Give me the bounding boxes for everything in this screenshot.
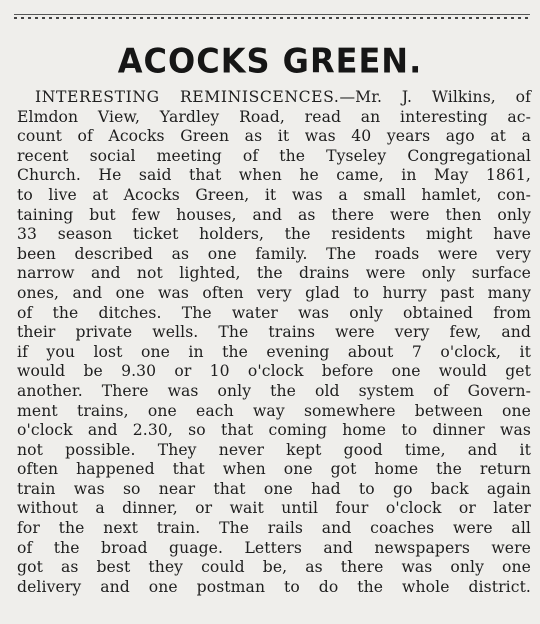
article-line: Elmdon View, Yardley Road, read an interesting ac- [17, 107, 531, 126]
article-line: of the broad guage. Letters and newspapers were [17, 538, 531, 557]
article-line: often happened that when one got home the return [17, 460, 531, 479]
article-line: Church. He said that when he came, in May 1861, [17, 166, 531, 185]
article-line: train was so near that one had to go back again [17, 479, 531, 498]
article-line: of the ditches. The water was only obtained from [17, 303, 531, 322]
article-line: count of Acocks Green as it was 40 years ago at a [17, 127, 531, 146]
article-line: would be 9.30 or 10 o'clock before one would get [17, 362, 531, 381]
article-line: narrow and not lighted, the drains were only surface [17, 264, 531, 283]
article-line: to live at Acocks Green, it was a small hamlet, con- [17, 185, 531, 204]
article-line: got as best they could be, as there was only one [17, 558, 531, 577]
article-line: another. There was only the old system of Govern- [17, 381, 531, 400]
top-rule-divider [14, 14, 530, 21]
article-line: o'clock and 2.30, so that coming home to dinner was [17, 421, 531, 440]
article-body [17, 88, 531, 597]
article-line: recent social meeting of the Tyseley Congregational [17, 146, 531, 165]
article-line: delivery and one postman to do the whole district. [17, 577, 531, 596]
article-line: if you lost one in the evening about 7 o'clock, it [17, 342, 531, 361]
article-line-text: —Mr. J. Wilkins, of [339, 88, 531, 106]
article-line: for the next train. The rails and coaches were all [17, 519, 531, 538]
article-line: ones, and one was often very glad to hurry past many [17, 283, 531, 302]
article-line: not possible. They never kept good time, and it [17, 440, 531, 459]
article-line: 33 season ticket holders, the residents might have [17, 225, 531, 244]
article-line [17, 88, 531, 108]
article-line: without a dinner, or wait until four o'clock or later [17, 499, 531, 518]
article-lead: INTERESTING REMINISCENCES. [35, 88, 340, 106]
article-line: their private wells. The trains were very few, and [17, 323, 531, 342]
article-line: taining but few houses, and as there were then only [17, 205, 531, 224]
article-line: ment trains, one each way somewhere between one [17, 401, 531, 420]
article-line: been described as one family. The roads were very [17, 244, 531, 263]
headline: ACOCKS GREEN. [117, 41, 423, 81]
